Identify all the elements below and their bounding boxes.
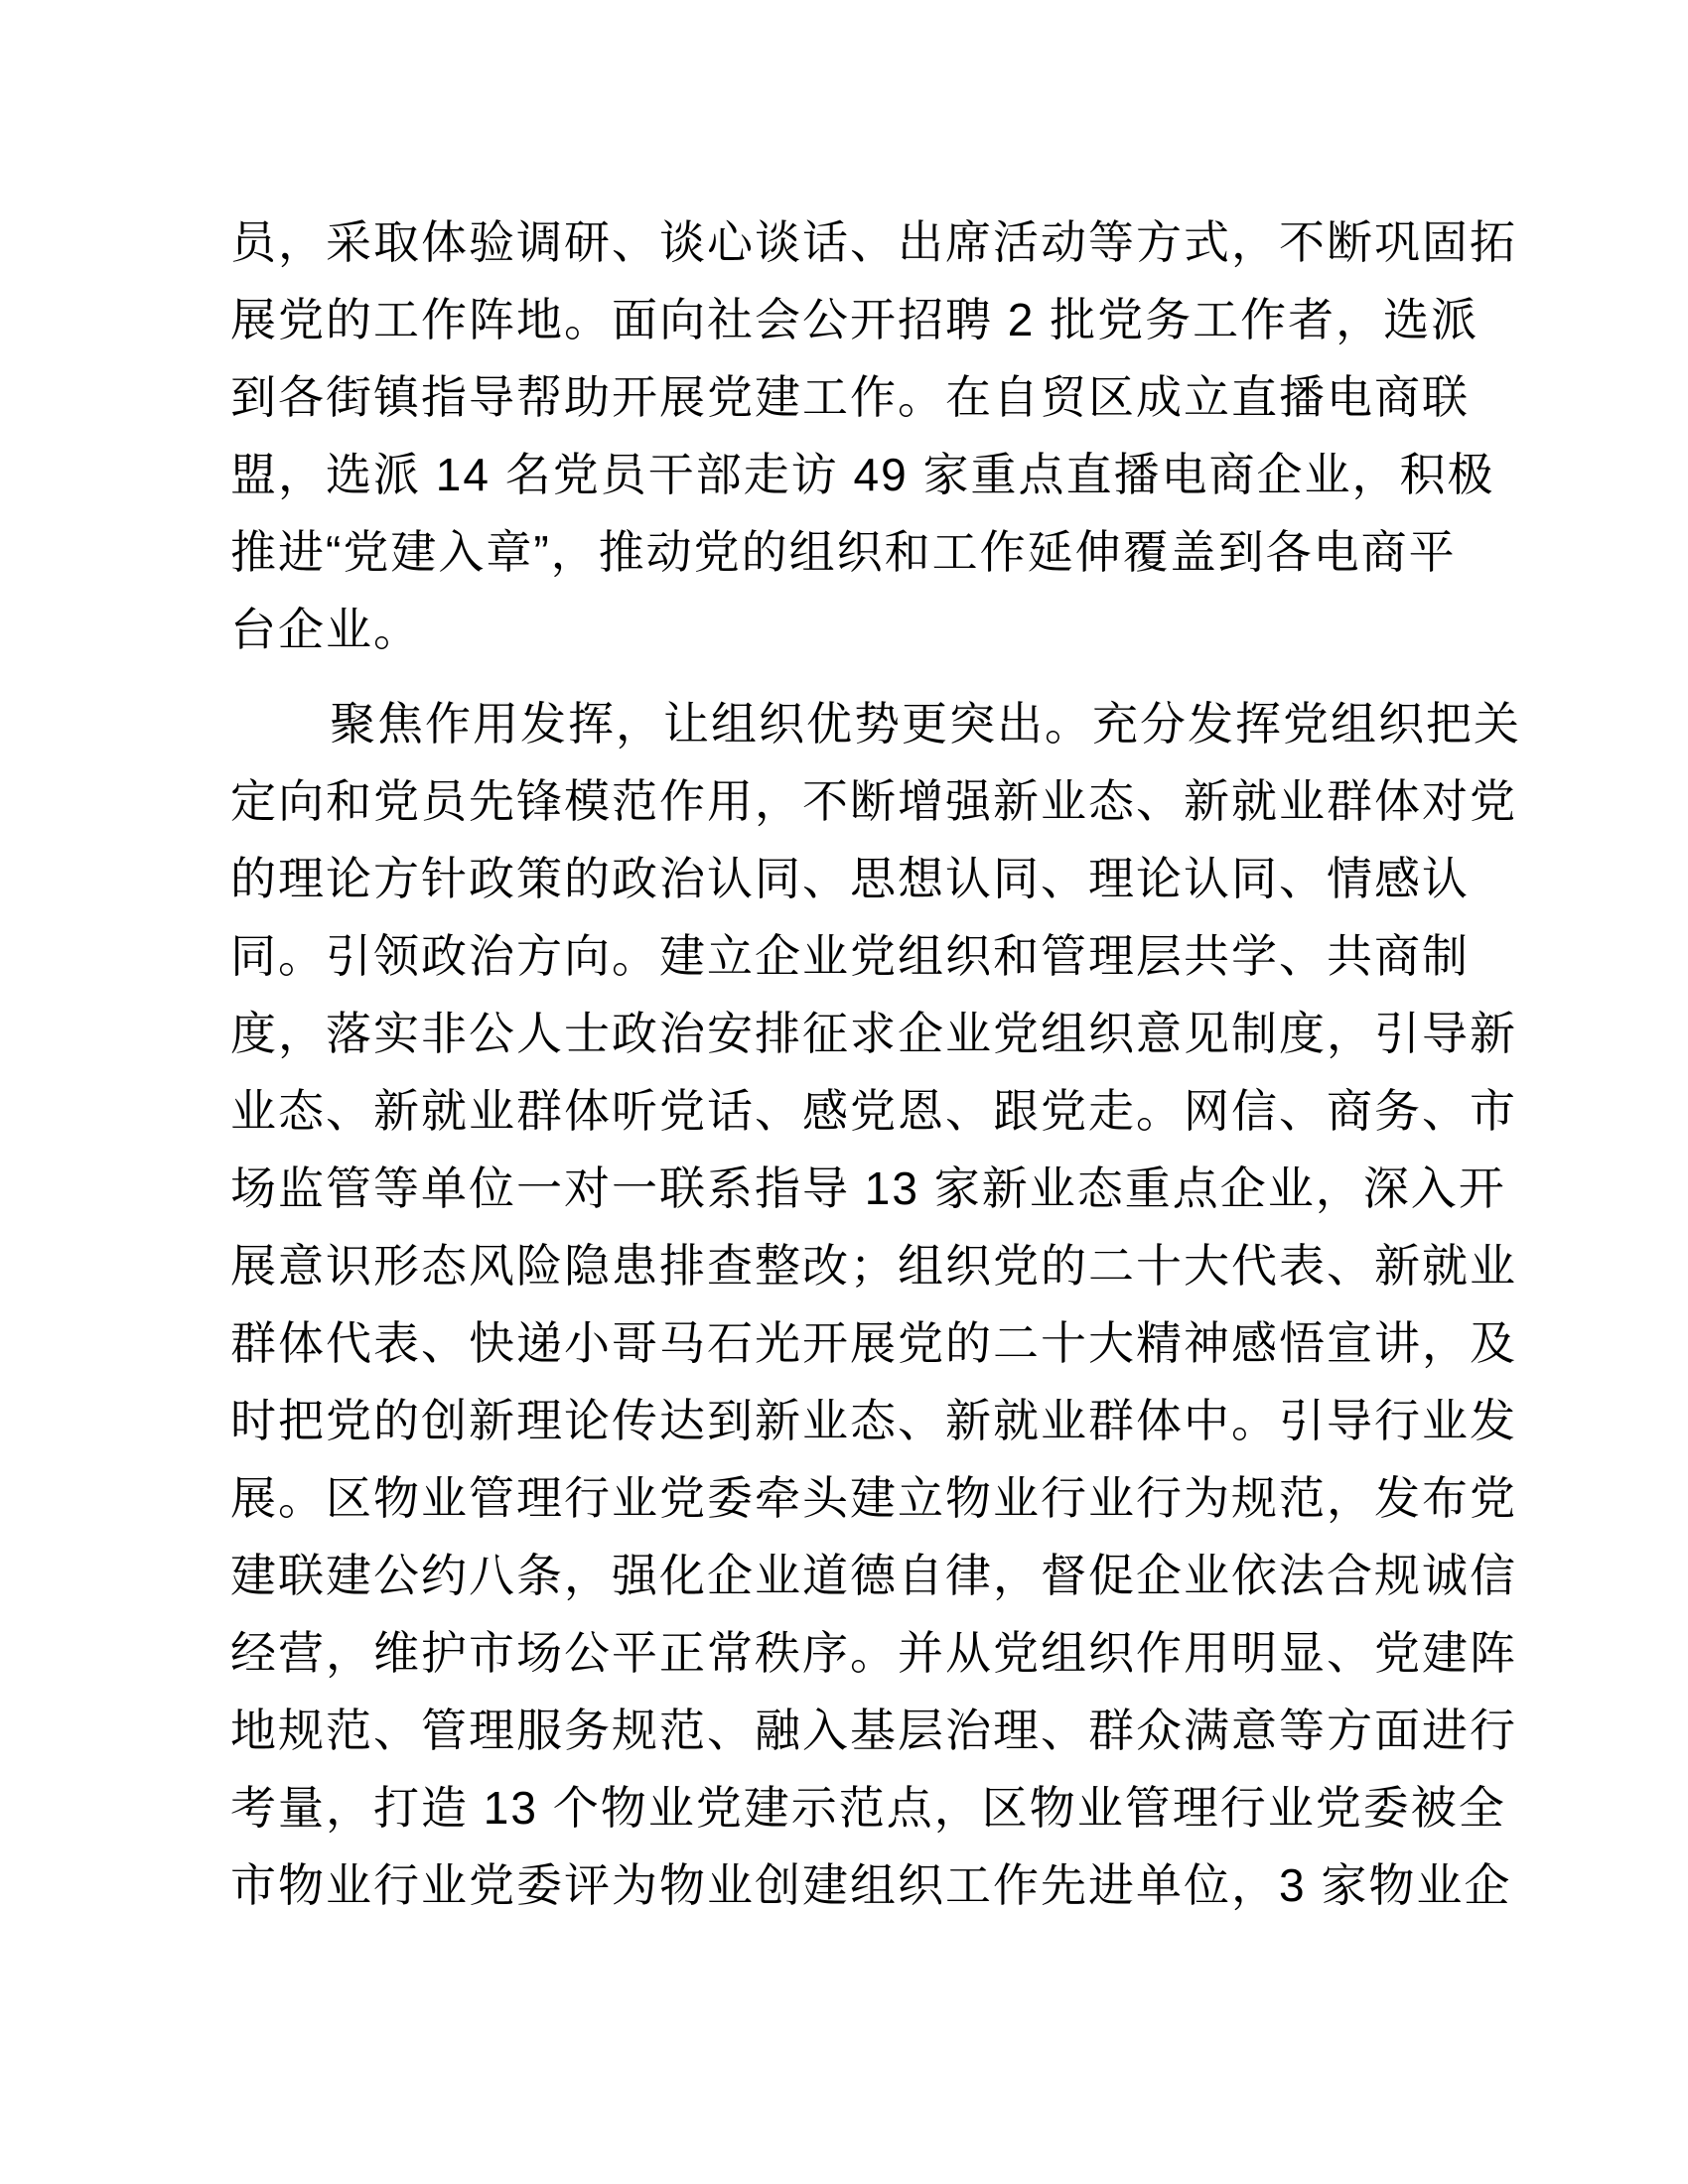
text-line: 时把党的创新理论传达到新业态、新就业群体中。引导行业发 <box>230 1395 1517 1446</box>
text-line: 推进“党建入章”，推动党的组织和工作延伸覆盖到各电商平 <box>230 526 1457 578</box>
text-line: 展党的工作阵地。面向社会公开招聘 2 批党务工作者，选派 <box>230 294 1479 345</box>
text-line: 业态、新就业群体听党话、感党恩、跟党走。网信、商务、市 <box>230 1085 1517 1137</box>
text-line: 经营，维护市场公平正常秩序。并从党组织作用明显、党建阵 <box>230 1627 1517 1679</box>
text-line: 定向和党员先锋模范作用，不断增强新业态、新就业群体对党 <box>230 775 1517 827</box>
text-line: 到各街镇指导帮助开展党建工作。在自贸区成立直播电商联 <box>230 371 1470 423</box>
text-line: 地规范、管理服务规范、融入基层治理、群众满意等方面进行 <box>230 1705 1517 1756</box>
text-line: 展。区物业管理行业党委牵头建立物业行业行为规范，发布党 <box>230 1472 1517 1524</box>
text-line: 度，落实非公人士政治安排征求企业党组织意见制度，引导新 <box>230 1008 1517 1059</box>
text-line: 建联建公约八条，强化企业道德自律，督促企业依法合规诚信 <box>230 1550 1517 1601</box>
text-line: 场监管等单位一对一联系指导 13 家新业态重点企业，深入开 <box>230 1162 1506 1214</box>
text-line: 考量，打造 13 个物业党建示范点，区物业管理行业党委被全 <box>230 1782 1506 1834</box>
paragraph-1 <box>230 204 1521 668</box>
text-line: 台企业。 <box>230 604 421 655</box>
text-line: 群体代表、快递小哥马石光开展党的二十大精神感悟宣讲，及 <box>230 1317 1517 1369</box>
text-line: 同。引领政治方向。建立企业党组织和管理层共学、共商制 <box>230 930 1470 982</box>
text-line: 员，采取体验调研、谈心谈话、出席活动等方式，不断巩固拓 <box>230 216 1517 268</box>
text-line: 盟，选派 14 名党员干部走访 49 家重点直播电商企业，积极 <box>230 449 1495 500</box>
text-line: 展意识形态风险隐患排查整改；组织党的二十大代表、新就业 <box>230 1240 1517 1292</box>
text-line: 的理论方针政策的政治认同、思想认同、理论认同、情感认 <box>230 853 1470 904</box>
text-line: 聚焦作用发挥，让组织优势更突出。充分发挥党组织把关 <box>330 698 1521 750</box>
text-line: 市物业行业党委评为物业创建组织工作先进单位，3 家物业企 <box>230 1859 1512 1911</box>
paragraph-2 <box>230 685 1521 1924</box>
